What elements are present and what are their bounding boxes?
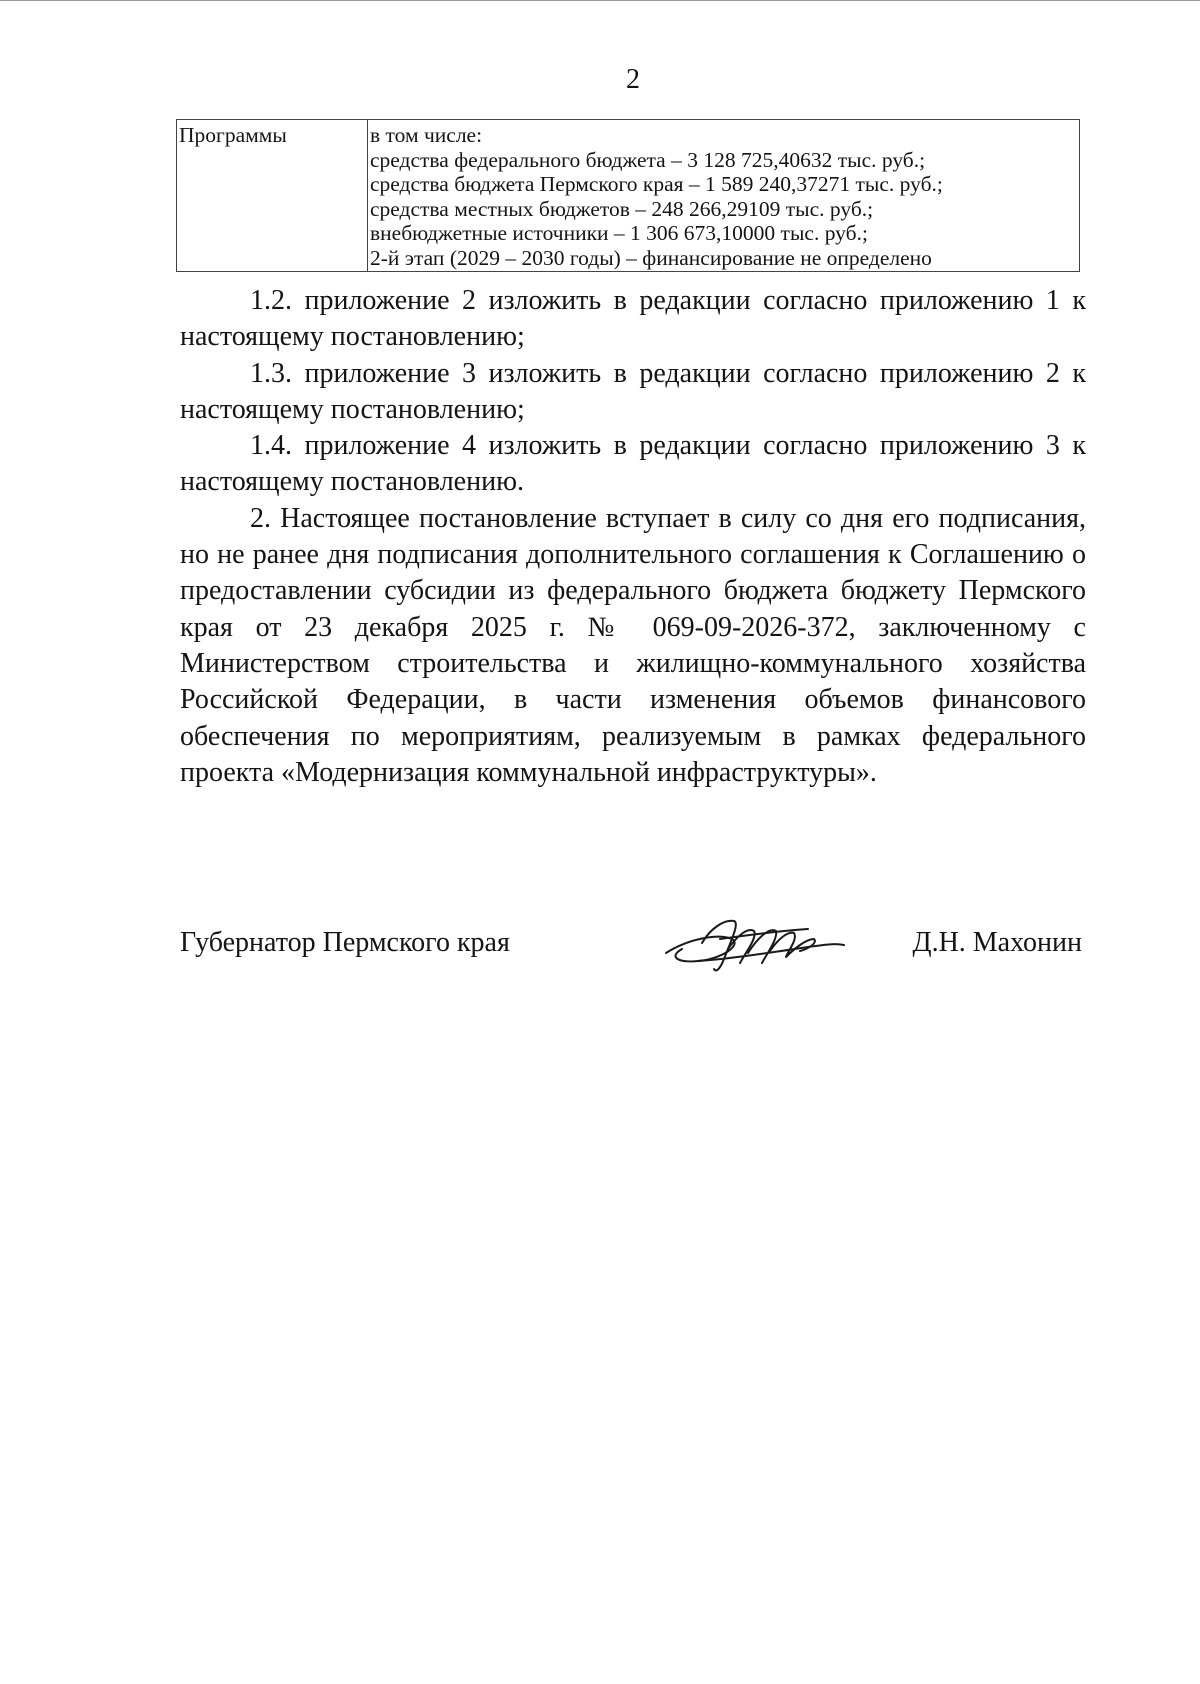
signature-block <box>180 925 1082 985</box>
table-value-cell <box>368 120 1080 272</box>
signer-position: Губернатор Пермского края <box>180 927 510 958</box>
table-row <box>177 120 1080 272</box>
document-body <box>180 283 1086 791</box>
program-financing-table <box>176 119 1080 272</box>
paragraph-1-2: 1.2. приложение 2 изложить в редакции согласно приложению 1 к настоящему постановлению; <box>180 285 1086 353</box>
paragraph-1-3: 1.3. приложение 3 изложить в редакции согласно приложению 2 к настоящему постановлению; <box>180 357 1086 425</box>
table-line-regional-budget: средства бюджета Пермского края – 1 589 240,37271 тыс. руб.; <box>370 172 943 196</box>
table-line-federal-budget: средства федерального бюджета – 3 128 725,40632 тыс. руб.; <box>370 147 926 172</box>
handwritten-signature <box>658 909 848 979</box>
table-line-stage-two: 2-й этап (2029 – 2030 годы) – финансирование не определено <box>370 245 932 270</box>
table-label-cell: Программы <box>177 120 368 272</box>
paragraph-1-4: 1.4. приложение 4 изложить в редакции согласно приложению 3 к настоящему постановлению. <box>180 430 1086 498</box>
signer-name: Д.Н. Махонин <box>912 927 1082 958</box>
page-edge-line <box>0 0 1200 1</box>
page-number: 2 <box>626 64 640 95</box>
table-line-intro: в том числе: <box>370 123 483 147</box>
paragraph-2-effective-date: 2. Настоящее постановление вступает в силу со дня его подписания, но не ранее дня подписания дополнительного соглашения к Соглашению о предоставлении субсидии из федерального бюджета бюджету Пермского края от 23 декабря 2025 г. № 069-09-2026-372, заключенному с Министерством строительства и жилищно-коммунального хозяйства Российской Федерации, в части изменения объемов финансового обеспечения по мероприятиям, реализуемым в рамках федерального проекта «Модернизация коммунальной инфраструктуры». <box>180 502 1086 788</box>
table-line-extrabudgetary: внебюджетные источники – 1 306 673,10000 тыс. руб.; <box>370 221 868 245</box>
table-line-local-budgets: средства местных бюджетов – 248 266,29109 тыс. руб.; <box>370 196 874 221</box>
